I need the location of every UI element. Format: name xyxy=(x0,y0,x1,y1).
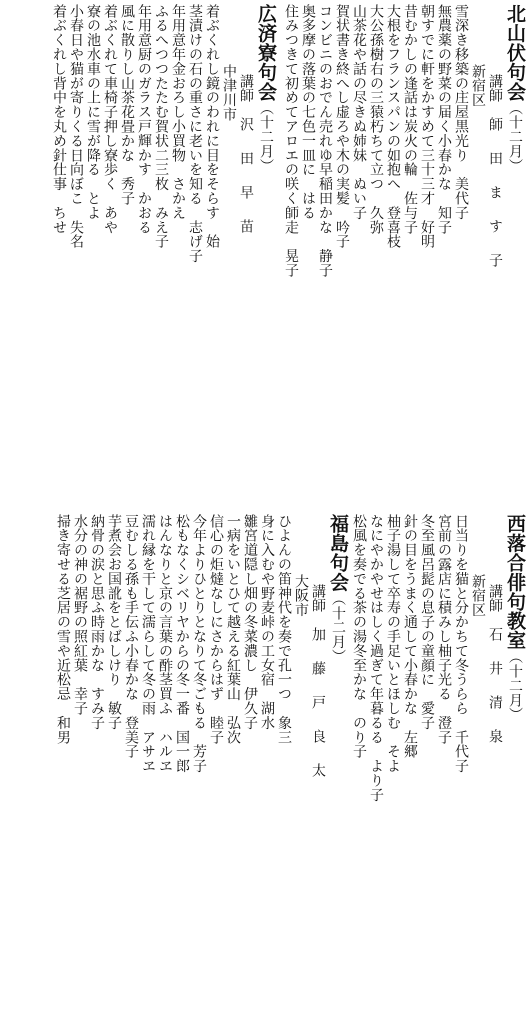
poem xyxy=(122,514,139,759)
poem xyxy=(316,4,333,278)
lecturer-label: 講師 xyxy=(487,584,503,613)
poem-text: 柚子湯して卒寿の手足いとほしむ xyxy=(385,514,401,730)
poem-author: はる xyxy=(300,191,316,221)
poem xyxy=(71,514,88,716)
poem xyxy=(50,4,67,234)
lecturer-line xyxy=(237,4,254,253)
poem-author: 始 xyxy=(204,234,220,249)
poem xyxy=(207,514,224,744)
poem-text: 松もなくシベリヤからの冬一番 xyxy=(174,514,190,716)
kukai-month-note: （十二月） xyxy=(330,591,346,664)
poem xyxy=(88,514,105,730)
poem xyxy=(186,4,203,263)
kukai-title xyxy=(254,4,278,173)
poem-text: 朝すでに軒をかすめて三十三才 xyxy=(419,4,435,206)
poem xyxy=(152,4,169,249)
lecturer-line xyxy=(486,514,503,763)
poem xyxy=(384,4,401,249)
poem-text: ふるへつつたたむ賀状二三枚 xyxy=(153,4,169,192)
area-text: 新宿区 xyxy=(470,574,486,618)
poem-author: ちせ xyxy=(51,205,67,235)
poem xyxy=(139,514,156,773)
area-text: 中津川市 xyxy=(221,64,237,122)
poem xyxy=(258,514,275,730)
poem-text: 松風を奏でる茶の湯冬至かな xyxy=(351,514,367,702)
poem xyxy=(224,514,241,744)
poem-author: 登美子 xyxy=(123,715,139,759)
poem-text: 雪深き移築の庄屋黒光り xyxy=(453,4,469,163)
poem-author: 登喜枝 xyxy=(385,205,401,249)
poem xyxy=(173,514,190,773)
poem-author: 澄子 xyxy=(436,715,452,745)
poem-author: 千代子 xyxy=(453,730,469,774)
poem xyxy=(418,4,435,249)
poem-text: なにやかやせはしく過ぎて年暮るる xyxy=(368,514,384,745)
poem-author: 国一郎 xyxy=(174,730,190,774)
lecturer-label: 講師 xyxy=(310,584,326,613)
poem-author: 和男 xyxy=(55,715,71,745)
area-label xyxy=(469,4,486,107)
poem-text: 着ぶくれし背中を丸め針仕事 xyxy=(51,4,67,192)
lecturer-label: 講師 xyxy=(238,74,254,103)
kukai-title xyxy=(503,514,527,722)
lower-tier xyxy=(4,514,527,1020)
poem-text: 賀状書き終へし虚ろや木の実髪 xyxy=(334,4,350,206)
poem-text: 芋煮会お国訛をとばしけり xyxy=(106,514,122,687)
poem-text: 雛宮道隠し畑の冬菜濃し xyxy=(242,514,258,673)
lecturer-label: 講師 xyxy=(487,74,503,103)
poem-author: 美代子 xyxy=(453,176,469,221)
poem xyxy=(452,514,469,773)
poem xyxy=(350,4,367,220)
kukai-title xyxy=(326,514,350,664)
poem xyxy=(135,4,152,234)
poem xyxy=(275,514,292,744)
kukai-title-text: 西落合俳句教室 xyxy=(504,514,526,650)
lecturer-line xyxy=(309,514,326,797)
lecturer-name: 師田ます子 xyxy=(487,117,503,288)
poem-text: 着ぶくれて車椅子押し寮歩く xyxy=(102,4,118,192)
poem-author: すみ子 xyxy=(89,686,105,731)
poem-text: 山茶花や話の尽きぬ姉妹 xyxy=(351,4,367,163)
poem-text: 身に入むや野麦峠の工女宿 xyxy=(259,514,275,687)
poem xyxy=(54,514,71,744)
poem-text: 宮前の露店に積みし柚子光る xyxy=(436,514,452,702)
poem xyxy=(67,4,84,249)
poem xyxy=(435,514,452,744)
poem xyxy=(401,4,418,234)
kukai-title xyxy=(503,4,527,173)
poem-author: アサヱ xyxy=(140,730,156,774)
poem-text: 掃き寄せる芝居の雪や近松忌 xyxy=(55,514,71,702)
poem xyxy=(367,4,384,234)
poem xyxy=(367,514,384,802)
poem-text: 水分の神の裾野の照紅葉 xyxy=(72,514,88,673)
poem xyxy=(101,4,118,234)
poem-author: 失名 xyxy=(68,220,84,249)
poem-author: そよ xyxy=(385,744,401,774)
poem-text: 針の目をうまく通して小春かな xyxy=(402,514,418,716)
poem xyxy=(282,4,299,278)
poem-text: はんなりと京の言葉の酢茎買ふ xyxy=(157,514,173,716)
poem xyxy=(190,514,207,773)
poem-author: 湖水 xyxy=(259,701,275,731)
poem-author: 久弥 xyxy=(368,205,384,235)
poem-author: より子 xyxy=(368,758,384,803)
poem-text: 豆むしる孫も手伝ふ小春かな xyxy=(123,514,139,702)
poem-text: 住みつきて初めてアロエの咲く師走 xyxy=(283,4,299,235)
area-label xyxy=(292,514,309,617)
poem xyxy=(118,4,135,206)
poem-author: のり子 xyxy=(351,715,367,759)
poem-author: 伊久子 xyxy=(242,686,258,731)
lecturer-name: 石井清泉 xyxy=(487,627,503,764)
poem-author: とよ xyxy=(85,191,101,221)
poem xyxy=(203,4,220,249)
kukai-title-text: 北山伏句会 xyxy=(504,4,526,101)
poem-author: かおる xyxy=(136,191,152,235)
poem-text: 年用意年金おろし小買物 xyxy=(170,4,186,163)
poem-author: 静子 xyxy=(317,248,333,278)
poem xyxy=(452,4,469,220)
poem-author: 睦子 xyxy=(208,715,224,745)
poem-author: 弘次 xyxy=(225,715,241,745)
poem-text: ひよんの笛神代を奏で孔一つ xyxy=(276,514,292,702)
poem-author: 幸子 xyxy=(72,686,88,716)
area-label xyxy=(220,4,237,122)
poem-author: 愛子 xyxy=(419,701,435,731)
poem-text: 日当りを猫と分かちて冬うらら xyxy=(453,514,469,716)
poem-text: 風に散りし山茶花畳かな xyxy=(119,4,135,163)
poem xyxy=(241,514,258,730)
poem-text: 冬至風呂髭の息子の童顔に xyxy=(419,514,435,687)
poem xyxy=(384,514,401,773)
haiku-page xyxy=(4,4,527,1021)
poem-text: 無農薬の野菜の届く小春かな xyxy=(436,4,452,192)
area-text: 新宿区 xyxy=(470,64,486,108)
poem xyxy=(418,514,435,730)
kukai-month-note: （十二月） xyxy=(507,101,523,173)
poem-author: みえ子 xyxy=(153,205,169,249)
poem xyxy=(350,514,367,759)
poem-author: 吟子 xyxy=(334,220,350,249)
lecturer-name: 沢田早苗 xyxy=(238,117,254,254)
poem-text: 奥多摩の落葉の七色一皿に xyxy=(300,4,316,177)
kukai-month-note: （十二月） xyxy=(507,649,523,722)
upper-tier xyxy=(4,4,527,510)
poem-author: あや xyxy=(102,205,118,235)
poem-text: 昔むかしの逢話は炭火の輪 xyxy=(402,4,418,177)
poem-text: 寮の池水車の上に雪が降る xyxy=(85,4,101,177)
kukai-title-text: 福島句会 xyxy=(327,514,349,592)
lecturer-name: 加藤戸良太 xyxy=(310,627,326,798)
kukai-title-text: 広済寮句会 xyxy=(255,4,277,101)
poem xyxy=(435,4,452,234)
poem-author: 晃子 xyxy=(283,248,299,278)
poem-text: コンビニのおでん売れゆ早稲田かな xyxy=(317,4,333,235)
poem-author: 左郷 xyxy=(402,730,418,759)
poem-text: 今年よりひとりとなりて冬ごもる xyxy=(191,514,207,730)
poem-text: 納骨の涙と思ふ時雨かな xyxy=(89,514,105,673)
poem xyxy=(299,4,316,220)
poem-author: 芳子 xyxy=(191,744,207,774)
poem-author: さかえ xyxy=(170,176,186,221)
poem-author: 知子 xyxy=(436,205,452,235)
poem xyxy=(84,4,101,220)
poem-text: 茎漬けの石の重さに老いを知る xyxy=(187,4,203,206)
poem xyxy=(156,514,173,773)
poem xyxy=(105,514,122,730)
poem-author: ぬい子 xyxy=(351,176,367,221)
poem xyxy=(333,4,350,249)
poem-author: 敏子 xyxy=(106,701,122,731)
poem-text: 大公孫樹右の三猿朽ちて立つ xyxy=(368,4,384,192)
poem-author: 志げ子 xyxy=(187,220,203,264)
poem-text: 着ぶくれし鏡のわれに目をそらす xyxy=(204,4,220,220)
area-label xyxy=(469,514,486,617)
poem xyxy=(169,4,186,220)
poem xyxy=(401,514,418,759)
poem-text: 小春日や猫が寄りくる日向ぼこ xyxy=(68,4,84,206)
poem-text: 信心の炬燵なしにさからはず xyxy=(208,514,224,702)
poem-text: 濡れ縁を干して濡らして冬の雨 xyxy=(140,514,156,716)
kukai-month-note: （十二月） xyxy=(258,101,274,173)
poem-author: 佐与子 xyxy=(402,191,418,235)
poem-author: 象三 xyxy=(276,715,292,745)
poem-text: 大根をフランスパンの如抱へ xyxy=(385,4,401,192)
poem-author: ハルヱ xyxy=(157,730,173,774)
poem-author: 秀子 xyxy=(119,176,135,206)
poem-text: 年用意厨のガラス戸輝かす xyxy=(136,4,152,177)
lecturer-line xyxy=(486,4,503,287)
poem-text: 一病をいとひて越える紅葉山 xyxy=(225,514,241,702)
area-text: 大阪市 xyxy=(293,574,309,618)
poem-author: 好明 xyxy=(419,220,435,249)
